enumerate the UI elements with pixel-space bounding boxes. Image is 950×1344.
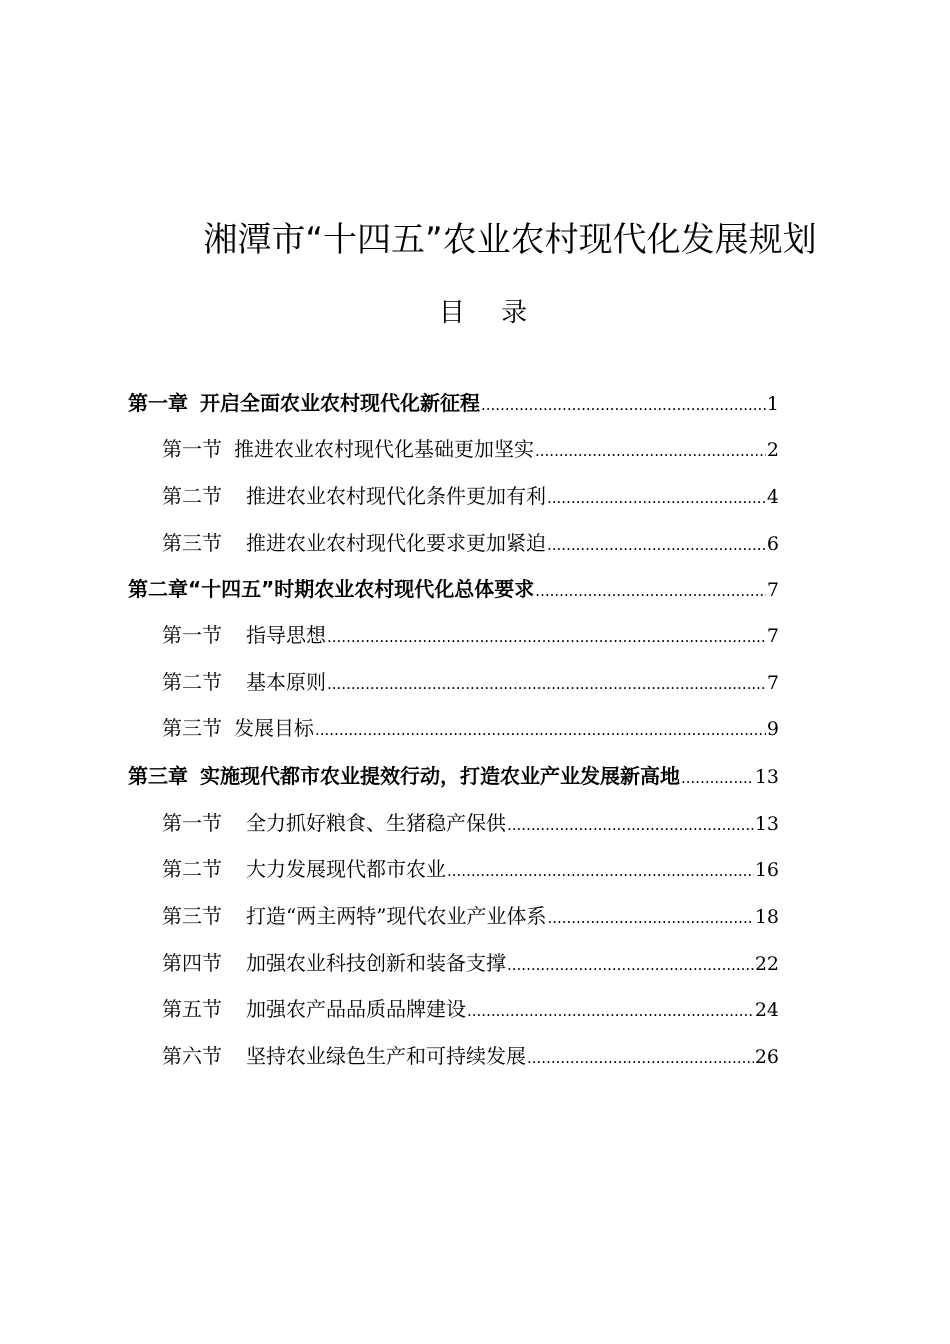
toc-entry-number: 第一节	[162, 437, 222, 461]
toc-entry-page: 13	[754, 766, 779, 788]
toc-entry-number: 第三章	[128, 764, 188, 788]
toc-entry-section[interactable]	[162, 667, 779, 697]
toc-dot-leader	[547, 483, 766, 513]
toc-entry-title: 加强农产品品质品牌建设	[246, 997, 466, 1021]
toc-entry-title: 发展目标	[234, 716, 314, 740]
toc-entry-chapter[interactable]	[128, 574, 779, 604]
toc-entry-section[interactable]	[162, 901, 779, 931]
toc-entry-chapter[interactable]	[128, 388, 779, 418]
toc-entry-section[interactable]	[162, 713, 779, 743]
toc-entry-number: 第一节	[162, 623, 222, 647]
toc-entry-page: 22	[754, 953, 779, 975]
toc-entry-number: 第三节	[162, 531, 222, 555]
toc-entry-title: 大力发展现代都市农业	[246, 857, 446, 881]
toc-dot-leader	[535, 576, 766, 606]
toc-entry-section[interactable]	[162, 434, 779, 464]
toc-entry-section[interactable]	[162, 528, 779, 558]
toc-entry-number: 第二节	[162, 484, 222, 508]
toc-dot-leader	[467, 996, 754, 1026]
toc-dot-leader	[507, 950, 754, 980]
toc-entry-page: 6	[766, 533, 779, 555]
toc-entry-page: 2	[766, 439, 779, 461]
toc-entry-title: 推进农业农村现代化要求更加紧迫	[246, 531, 546, 555]
toc-entry-number: 第二节	[162, 670, 222, 694]
toc-entry-number: 第二节	[162, 857, 222, 881]
toc-entry-number: 第二章	[128, 577, 188, 601]
toc-entry-number: 第五节	[162, 997, 222, 1021]
toc-dot-leader	[327, 622, 766, 652]
toc-entry-section[interactable]	[162, 481, 779, 511]
toc-entry-section[interactable]	[162, 1041, 779, 1071]
toc-entry-page: 7	[766, 579, 779, 601]
toc-entry-section[interactable]	[162, 808, 779, 838]
toc-entry-number: 第六节	[162, 1044, 222, 1068]
toc-entry-title: 打造“两主两特”现代农业产业体系	[246, 904, 547, 928]
toc-entry-number: 第一节	[162, 811, 222, 835]
toc-entry-title: 推进农业农村现代化条件更加有利	[246, 484, 546, 508]
toc-entry-title: 开启全面农业农村现代化新征程	[200, 391, 480, 415]
toc-entry-page: 16	[754, 859, 779, 881]
toc-entry-page: 9	[766, 718, 779, 740]
toc-entry-page: 13	[754, 813, 779, 835]
toc-dot-leader	[535, 436, 766, 466]
toc-dot-leader	[315, 715, 766, 745]
toc-entry-title: 全力抓好粮食、生猪稳产保供	[246, 811, 506, 835]
toc-entry-number: 第四节	[162, 951, 222, 975]
toc-entry-page: 24	[754, 999, 779, 1021]
toc-entry-section[interactable]	[162, 620, 779, 650]
toc-dot-leader	[681, 763, 754, 793]
toc-entry-title: 基本原则	[246, 670, 326, 694]
toc-entry-number: 第一章	[128, 391, 188, 415]
toc-entry-page: 4	[766, 486, 779, 508]
toc-entry-section[interactable]	[162, 994, 779, 1024]
toc-entry-page: 18	[754, 906, 779, 928]
toc-entry-number: 第三节	[162, 716, 222, 740]
toc-entry-number: 第三节	[162, 904, 222, 928]
toc-entry-title: “十四五”时期农业农村现代化总体要求	[188, 577, 535, 601]
toc-entry-title: 指导思想	[246, 623, 326, 647]
toc-heading: 目 录	[438, 298, 542, 328]
toc-dot-leader	[547, 903, 753, 933]
toc-entry-section[interactable]	[162, 948, 779, 978]
toc-entry-page: 7	[766, 672, 779, 694]
toc-entry-title: 实施现代都市农业提效行动，打造农业产业发展新高地	[200, 764, 680, 788]
toc-dot-leader	[527, 1043, 754, 1073]
toc-entry-section[interactable]	[162, 854, 779, 884]
toc-entry-chapter[interactable]	[128, 761, 779, 791]
toc-dot-leader	[447, 856, 754, 886]
toc-entry-title: 推进农业农村现代化基础更加坚实	[234, 437, 534, 461]
toc-entry-title: 加强农业科技创新和装备支撑	[246, 951, 506, 975]
toc-dot-leader	[547, 530, 766, 560]
toc-dot-leader	[327, 669, 766, 699]
toc-dot-leader	[507, 810, 754, 840]
toc-entry-title: 坚持农业绿色生产和可持续发展	[246, 1044, 526, 1068]
toc-entry-page: 1	[766, 393, 779, 415]
toc-dot-leader	[481, 390, 766, 420]
toc-entry-page: 26	[754, 1046, 779, 1068]
toc-entry-page: 7	[766, 625, 779, 647]
document-title: 湘潭市“十四五”农业农村现代化发展规划	[203, 220, 817, 260]
